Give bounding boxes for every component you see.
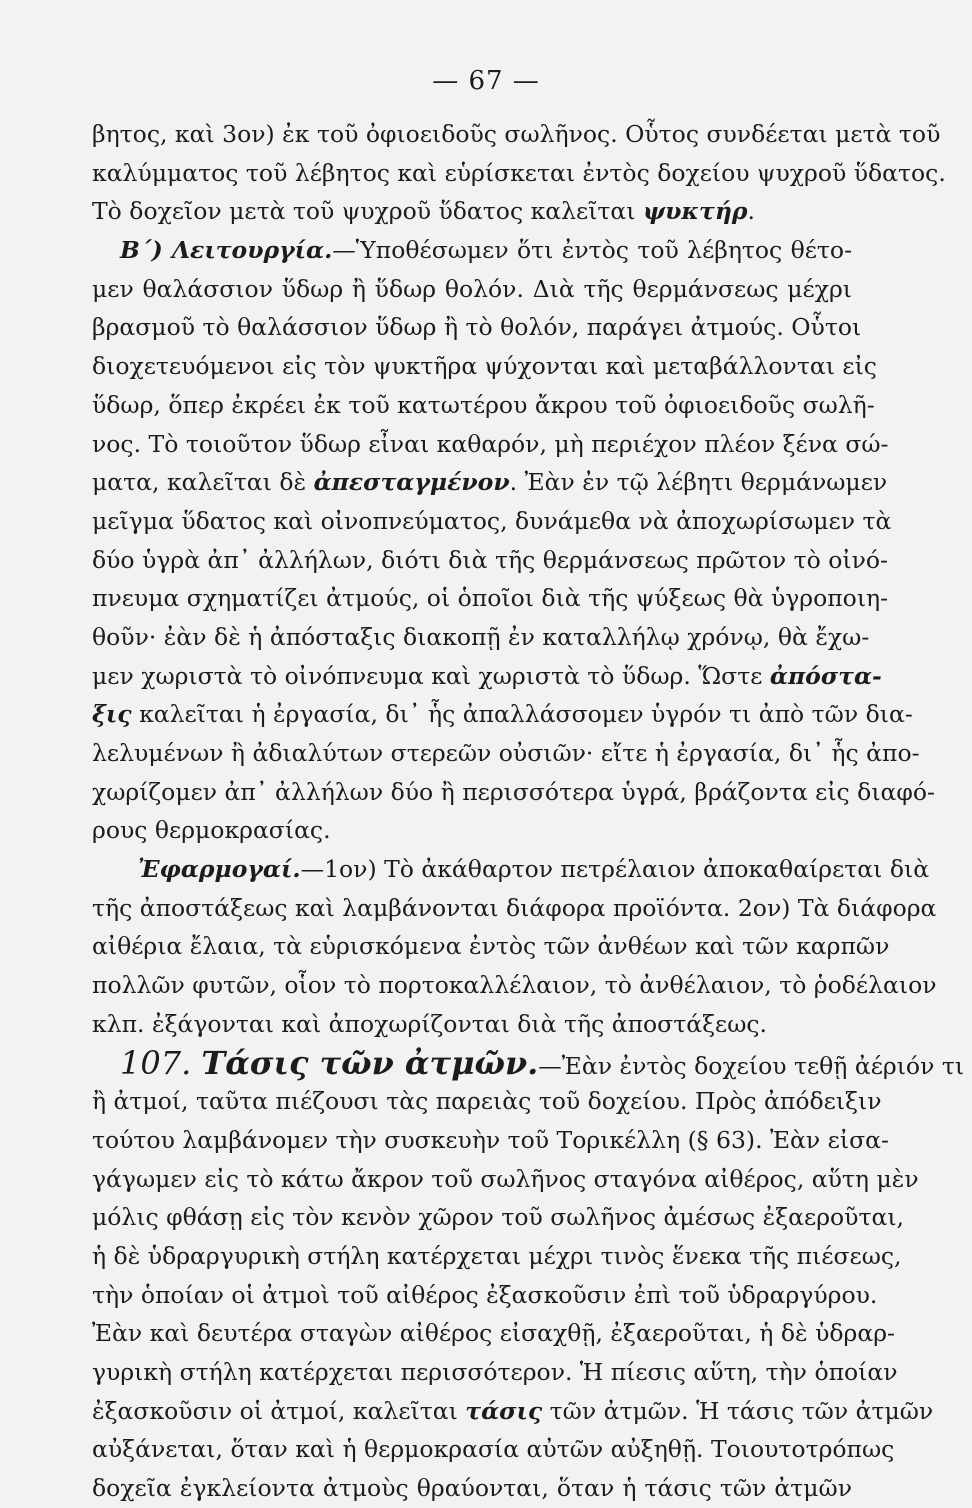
text-line: δοχεῖα ἐγκλείοντα ἀτμοὺς θραύονται, ὅταν ἡ τάσις τῶν ἀτμῶν: [92, 1474, 852, 1503]
section-number: 107.: [120, 1043, 202, 1082]
text-line: [92, 231, 852, 270]
text-line: δύο ὑγρὰ ἀπ᾽ ἀλλήλων, διότι διὰ τῆς θερμάνσεως πρῶτον τὸ οἰνό-: [92, 545, 888, 574]
text-run: . Ἐὰν ἐν τῷ λέβητι θερμάνωμεν: [509, 468, 888, 497]
text-line: αὐξάνεται, ὅταν καὶ ἡ θερμοκρασία αὐτῶν αὐξηθῇ. Τοιουτοτρόπως: [92, 1435, 895, 1464]
text-line: [92, 695, 913, 734]
term-apostaxis: ἀπόστα-: [769, 661, 882, 690]
text-line: κλπ. ἐξάγονται καὶ ἀποχωρίζονται διὰ τῆς ἀποστάξεως.: [92, 1009, 767, 1038]
subsection-heading: Β΄) Λειτουργία.: [120, 236, 333, 265]
section-title: [201, 1044, 538, 1082]
text-line: θοῦν· ἐὰν δὲ ἡ ἀπόσταξις διακοπῇ ἐν καταλλήλῳ χρόνῳ, θὰ ἔχω-: [92, 622, 870, 651]
text-line: βητος, καὶ 3ον) ἐκ τοῦ ὀφιοειδοῦς σωλῆνος. Οὗτος συνδέεται μετὰ τοῦ: [92, 120, 941, 148]
text-run: τῶν ἀτμῶν. Ἡ τάσις τῶν ἀτμῶν: [542, 1396, 934, 1425]
text-run: .: [747, 197, 756, 226]
text-line: γάγωμεν εἰς τὸ κάτω ἄκρον τοῦ σωλῆνος σταγόνα αἰθέρος, αὕτη μὲν: [92, 1164, 919, 1193]
text-line: μεῖγμα ὕδατος καὶ οἰνοπνεύματος, δυνάμεθα νὰ ἀποχωρίσωμεν τὰ: [92, 506, 892, 535]
text-line: πολλῶν φυτῶν, οἷον τὸ πορτοκαλλέλαιον, τὸ ἀνθέλαιον, τὸ ῥοδέλαιον: [92, 971, 937, 1000]
text-line: [92, 657, 882, 696]
text-run: μεν χωριστὰ τὸ οἰνόπνευμα καὶ χωριστὰ τὸ ὕδωρ. Ὥστε: [92, 661, 770, 690]
text-line: ἡ δὲ ὑδραργυρικὴ στήλη κατέρχεται μέχρι τινὸς ἕνεκα τῆς πιέσεως,: [92, 1241, 902, 1270]
text-line: τούτου λαμβάνομεν τὴν συσκευὴν τοῦ Τορικέλλη (§ 63). Ἐὰν εἰσα-: [92, 1125, 889, 1154]
text-line: [92, 463, 888, 502]
term-apostaxis-end: ξις: [92, 700, 132, 729]
term-apestagmenon: ἀπεσταγμένον: [313, 468, 510, 497]
text-line: [92, 1392, 934, 1431]
subsection-heading: Ἐφαρμογαί.: [138, 855, 301, 884]
text-run: ματα, καλεῖται δὲ: [92, 468, 314, 497]
text-line: ἢ ἀτμοί, ταῦτα πιέζουσι τὰς παρειὰς τοῦ δοχείου. Πρὸς ἀπόδειξιν: [92, 1087, 882, 1116]
text-run: ἐξασκοῦσιν οἱ ἀτμοί, καλεῖται: [92, 1396, 466, 1425]
text-line: τῆς ἀποστάξεως καὶ λαμβάνονται διάφορα προϊόντα. 2ον) Τὰ διάφορα: [92, 893, 937, 922]
text-line: [92, 850, 930, 889]
term-psykter: ψυκτήρ: [642, 197, 748, 226]
text-run: —Ἐὰν ἐντὸς δοχείου τεθῇ ἀέριόν τι: [538, 1051, 965, 1080]
text-line: ὕδωρ, ὅπερ ἐκρέει ἐκ τοῦ κατωτέρου ἄκρου τοῦ ὀφιοειδοῦς σωλῆ-: [92, 390, 875, 419]
text-line: μόλις φθάσῃ εἰς τὸν κενὸν χῶρον τοῦ σωλῆνος ἀμέσως ἐξαεροῦται,: [92, 1203, 905, 1232]
text-line: αἰθέρια ἔλαια, τὰ εὑρισκόμενα ἐντὸς τῶν ἀνθέων καὶ τῶν καρπῶν: [92, 932, 890, 961]
text-line: γυρικὴ στήλη κατέρχεται περισσότερον. Ἡ πίεσις αὕτη, τὴν ὁποίαν: [92, 1358, 898, 1386]
text-line: [92, 1043, 965, 1083]
body-text: [92, 115, 965, 1508]
text-line: [92, 192, 852, 231]
text-line: τὴν ὁποίαν οἱ ἀτμοὶ τοῦ αἰθέρος ἐξασκοῦσιν ἐπὶ τοῦ ὑδραργύρου.: [92, 1280, 878, 1309]
page-number: — 67 —: [432, 66, 540, 96]
text-line: νος. Τὸ τοιοῦτον ὕδωρ εἶναι καθαρόν, μὴ περιέχον πλέον ξένα σώ-: [92, 429, 889, 458]
text-line: χωρίζομεν ἀπ᾽ ἀλλήλων δύο ἢ περισσότερα ὑγρά, βράζοντα εἰς διαφό-: [92, 777, 935, 806]
term-tasis: τάσις: [465, 1396, 543, 1425]
text-run: —1ον) Τὸ ἀκάθαρτον πετρέλαιον ἀποκαθαίρεται διὰ: [300, 855, 930, 884]
text-line: Ἐὰν καὶ δευτέρα σταγὼν αἰθέρος εἰσαχθῇ, ἐξαεροῦται, ἡ δὲ ὑδραρ-: [92, 1319, 895, 1348]
text-line: λελυμένων ἢ ἀδιαλύτων στερεῶν οὐσιῶν· εἴτε ἡ ἐργασία, δι᾽ ἧς ἀπο-: [92, 739, 920, 767]
text-line: καλύμματος τοῦ λέβητος καὶ εὑρίσκεται ἐντὸς δοχείου ψυχροῦ ὕδατος.: [92, 158, 946, 187]
section-title-text: Τάσις τῶν ἀτμῶν.: [201, 1043, 539, 1082]
text-run: Τὸ δοχεῖον μετὰ τοῦ ψυχροῦ ὕδατος καλεῖται: [92, 197, 643, 226]
text-run: καλεῖται ἡ ἐργασία, δι᾽ ἧς ἀπαλλάσσομεν ὑγρόν τι ἀπὸ τῶν δια-: [131, 700, 913, 729]
text-line: ρους θερμοκρασίας.: [92, 816, 331, 845]
text-line: μεν θαλάσσιον ὕδωρ ἢ ὕδωρ θολόν. Διὰ τῆς θερμάνσεως μέχρι: [92, 274, 852, 303]
text-line: διοχετευόμενοι εἰς τὸν ψυκτῆρα ψύχονται καὶ μεταβάλλονται εἰς: [92, 352, 877, 381]
text-line: πνευμα σχηματίζει ἀτμούς, οἱ ὁποῖοι διὰ τῆς ψύξεως θὰ ὑγροποιη-: [92, 584, 889, 613]
text-line: βρασμοῦ τὸ θαλάσσιον ὕδωρ ἢ τὸ θολόν, παράγει ἀτμούς. Οὗτοι: [92, 313, 862, 342]
text-run: —Ὑποθέσωμεν ὅτι ἐντὸς τοῦ λέβητος θέτο-: [332, 236, 853, 265]
